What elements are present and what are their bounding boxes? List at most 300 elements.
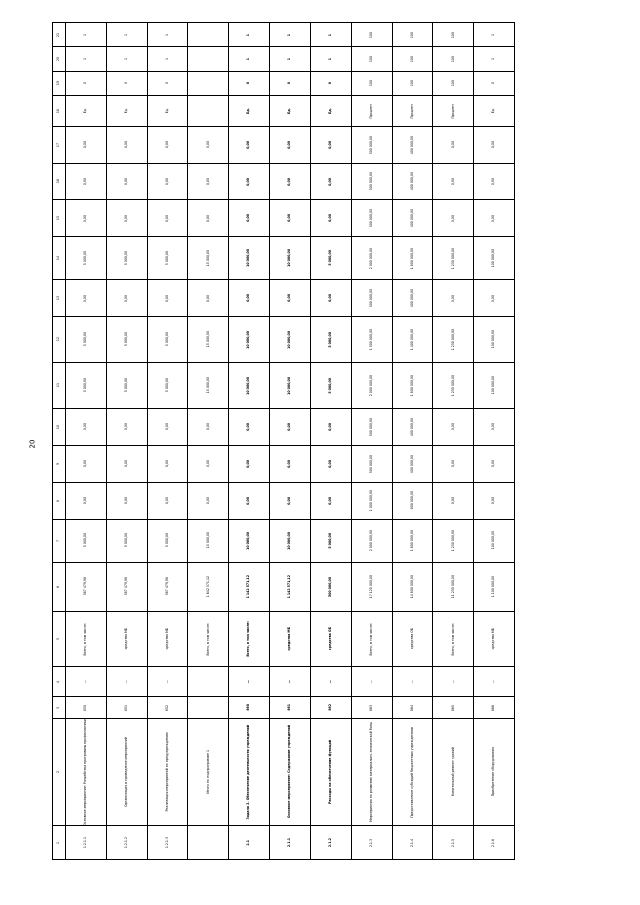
cell-text: 0	[124, 82, 129, 85]
cell-text: средства ОБ	[409, 628, 414, 650]
table-cell	[310, 237, 351, 280]
cell-text: —	[83, 680, 88, 684]
cell-text: 861	[287, 704, 292, 711]
table-cell	[106, 71, 147, 95]
cell-text: 0,00	[287, 177, 292, 186]
cell-text: Всего, в том числе:	[450, 622, 455, 656]
column-header	[53, 697, 66, 718]
table-cell	[270, 47, 311, 71]
table-cell	[351, 408, 392, 445]
table-cell	[351, 445, 392, 482]
table-cell	[188, 96, 229, 127]
table-cell	[392, 237, 433, 280]
table-column-5	[53, 611, 515, 667]
cell-text: 2.1.5	[450, 838, 455, 847]
table-cell	[66, 408, 107, 445]
table-column-19	[53, 71, 515, 95]
cell-text: 1	[491, 58, 496, 61]
table-cell	[66, 667, 107, 697]
table-cell	[106, 611, 147, 667]
cell-text: 0,00	[83, 460, 88, 468]
table-cell	[433, 23, 474, 47]
cell-text: 100	[368, 31, 373, 38]
cell-text: 0,00	[491, 214, 496, 222]
cell-text: средства ОБ	[328, 627, 333, 651]
table-cell	[229, 482, 270, 519]
cell-text: 0,00	[124, 423, 129, 431]
cell-text: 2.1	[246, 839, 251, 846]
cell-text: 0,00	[328, 140, 333, 149]
column-header-label: 16	[56, 179, 61, 184]
cell-text: 100	[409, 80, 414, 87]
table-cell	[270, 562, 311, 611]
table-cell	[392, 96, 433, 127]
cell-text: 0,00	[164, 141, 169, 149]
table-cell	[474, 317, 515, 363]
cell-text: 1	[164, 58, 169, 61]
table-cell	[229, 363, 270, 409]
cell-text: 1.2.1.3	[164, 837, 169, 849]
cell-text: 1 230 000,00	[450, 247, 455, 269]
table-cell	[310, 482, 351, 519]
column-header	[53, 826, 66, 860]
table-column-16	[53, 163, 515, 200]
table-cell	[433, 200, 474, 237]
table-cell	[188, 23, 229, 47]
cell-text: Ед.	[164, 108, 169, 114]
cell-text: 866	[491, 704, 496, 711]
cell-text: 0,00	[450, 294, 455, 302]
table-cell	[229, 611, 270, 667]
table-cell	[188, 826, 229, 860]
table-cell	[310, 47, 351, 71]
table-cell	[188, 611, 229, 667]
table-cell	[270, 200, 311, 237]
table-cell	[474, 408, 515, 445]
table-cell	[106, 126, 147, 163]
table-cell	[351, 200, 392, 237]
table-cell	[270, 667, 311, 697]
table-cell	[188, 408, 229, 445]
table-cell	[147, 23, 188, 47]
table-cell	[310, 23, 351, 47]
cell-text: 0,00	[246, 422, 251, 431]
cell-text: 5 000,00	[83, 533, 88, 548]
column-header	[53, 718, 66, 826]
cell-text: 500 000,00	[368, 172, 373, 191]
cell-text: 0,00	[328, 496, 333, 505]
cell-text: 5 000,00	[83, 251, 88, 266]
column-header	[53, 200, 66, 237]
table-cell	[147, 826, 188, 860]
column-header-label: 4	[56, 680, 61, 683]
table-cell	[66, 519, 107, 562]
table-cell	[106, 237, 147, 280]
table-cell	[310, 200, 351, 237]
table-cell	[147, 363, 188, 409]
cell-text: 0,00	[164, 177, 169, 186]
table-cell	[270, 445, 311, 482]
cell-text: 1	[83, 58, 88, 61]
cell-text: 10 000,00	[287, 330, 292, 349]
column-header-label: 17	[56, 142, 61, 147]
table-cell	[474, 280, 515, 317]
column-header	[53, 71, 66, 95]
cell-text: —	[246, 680, 251, 684]
cell-text: 0,00	[83, 423, 88, 431]
cell-text: 100	[450, 80, 455, 87]
cell-text: Предоставление субсидий бюджетным учреждениям	[409, 726, 414, 818]
cell-text: 15 000,00	[205, 250, 210, 267]
table-cell	[147, 611, 188, 667]
table-cell	[392, 317, 433, 363]
table-cell	[188, 718, 229, 826]
table-cell	[188, 126, 229, 163]
cell-text: 100	[450, 55, 455, 63]
table-cell	[392, 667, 433, 697]
table-column-11	[53, 363, 515, 409]
table-cell	[66, 47, 107, 71]
cell-text: 0	[83, 82, 88, 85]
table-cell	[147, 126, 188, 163]
cell-text: 10 000,00	[287, 249, 292, 268]
table-cell	[188, 519, 229, 562]
cell-text: 0,00	[287, 214, 292, 223]
cell-text: 0,00	[491, 497, 496, 505]
cell-text: 2.1.2	[328, 838, 333, 848]
cell-text: —	[328, 680, 333, 684]
cell-text: 2 000 000,00	[368, 529, 373, 552]
table-cell	[474, 96, 515, 127]
cell-text: 0,00	[328, 294, 333, 303]
table-column-17	[53, 126, 515, 163]
cell-text: 0	[328, 82, 333, 85]
column-header-label: 11	[56, 383, 61, 388]
cell-text: —	[450, 680, 455, 684]
cell-text: 500 000,00	[368, 209, 373, 228]
table-cell	[147, 237, 188, 280]
table-cell	[106, 408, 147, 445]
table-cell	[229, 96, 270, 127]
table-column-2	[53, 718, 515, 826]
cell-text: 10 000,00	[246, 249, 251, 268]
table-cell	[474, 163, 515, 200]
column-header	[53, 667, 66, 697]
table-cell	[270, 317, 311, 363]
table-cell	[106, 482, 147, 519]
table-cell	[229, 23, 270, 47]
column-header	[53, 280, 66, 317]
table-cell	[147, 667, 188, 697]
table-cell	[229, 71, 270, 95]
cell-text: 0,00	[491, 177, 496, 186]
column-header	[53, 96, 66, 127]
column-header	[53, 317, 66, 363]
table-cell	[351, 237, 392, 280]
column-header	[53, 237, 66, 280]
cell-text: 1	[246, 33, 251, 36]
table-cell	[147, 71, 188, 95]
table-cell	[270, 519, 311, 562]
table-cell	[310, 611, 351, 667]
table-cell	[433, 667, 474, 697]
table-column-21	[53, 23, 515, 47]
cell-text: Процент	[450, 103, 455, 119]
table-cell	[433, 718, 474, 826]
cell-text: 500 000,00	[368, 288, 373, 308]
table-cell	[392, 280, 433, 317]
column-header-label: 12	[56, 337, 61, 342]
table-cell	[270, 826, 311, 860]
cell-text: 1	[124, 58, 129, 61]
cell-text: 500 000,00	[368, 417, 373, 437]
cell-text: 1.2.1.2	[124, 837, 129, 849]
cell-text: Процент	[409, 103, 414, 119]
table-cell	[270, 96, 311, 127]
table-cell	[229, 697, 270, 718]
cell-text: 0,00	[164, 214, 169, 222]
table-cell	[351, 826, 392, 860]
table-cell	[310, 96, 351, 127]
table-cell	[270, 697, 311, 718]
table-cell	[351, 363, 392, 409]
table-cell	[270, 163, 311, 200]
table-cell	[392, 482, 433, 519]
table-cell	[474, 697, 515, 718]
cell-text: 17 120 000,00	[368, 574, 373, 599]
cell-text: 100 000,00	[491, 531, 496, 550]
cell-text: 0,00	[124, 141, 129, 149]
table-cell	[351, 697, 392, 718]
cell-text: 1	[287, 33, 292, 36]
cell-text: 1 100 000,00	[491, 575, 496, 598]
cell-text: 0,00	[246, 177, 251, 186]
table-cell	[147, 317, 188, 363]
cell-text: 0,00	[205, 177, 210, 186]
table-column-10	[53, 408, 515, 445]
column-header	[53, 445, 66, 482]
cell-text: 0,00	[124, 460, 129, 468]
table-cell	[310, 826, 351, 860]
column-header-label: 15	[56, 216, 61, 221]
table-cell	[229, 408, 270, 445]
cell-text: 1 800 000,00	[409, 247, 414, 269]
cell-text: 1	[83, 33, 88, 36]
cell-text: 5 000,00	[124, 251, 129, 266]
cell-text: 862	[328, 704, 333, 711]
cell-text: средства МБ	[287, 627, 292, 651]
table-cell	[392, 718, 433, 826]
table-cell	[66, 23, 107, 47]
table-cell	[392, 611, 433, 667]
table-cell	[106, 445, 147, 482]
cell-text: 1	[287, 57, 292, 61]
cell-text: 0,00	[124, 497, 129, 505]
column-header-label: 6	[56, 585, 61, 588]
table-cell	[188, 200, 229, 237]
cell-text: 851	[124, 704, 129, 711]
table-cell	[106, 23, 147, 47]
column-header-label: 18	[56, 108, 61, 113]
cell-text: 0,00	[83, 177, 88, 186]
table-cell	[147, 163, 188, 200]
table-cell	[229, 667, 270, 697]
cell-text: 0	[246, 82, 251, 85]
table-cell	[351, 482, 392, 519]
cell-text: 0,00	[205, 141, 210, 149]
table-cell	[188, 71, 229, 95]
table-cell	[310, 445, 351, 482]
cell-text: 14 800 000,00	[409, 574, 414, 599]
cell-text: Задача 2. Обеспечение деятельности учреждений	[246, 724, 251, 820]
table-cell	[188, 317, 229, 363]
column-header	[53, 562, 66, 611]
cell-text: —	[124, 680, 129, 684]
table-column-18	[53, 96, 515, 127]
column-header-label: 10	[56, 424, 61, 429]
cell-text: 400 000,00	[409, 135, 414, 154]
table-cell	[106, 697, 147, 718]
cell-text: 0,00	[287, 496, 292, 505]
table-cell	[147, 445, 188, 482]
cell-text: 5 000,00	[164, 251, 169, 266]
table-cell	[433, 408, 474, 445]
cell-text: Расходы на обеспечение функций	[328, 740, 333, 805]
cell-text: 0,00	[450, 460, 455, 468]
cell-text: 5 000,00	[124, 332, 129, 347]
column-header	[53, 482, 66, 519]
table-cell	[392, 363, 433, 409]
cell-text: 0,00	[328, 177, 333, 186]
cell-text: 1 400 000,00	[409, 328, 414, 351]
table-column-8	[53, 482, 515, 519]
cell-text: 2.1.6	[491, 838, 496, 847]
table-cell	[106, 562, 147, 611]
table-cell	[229, 280, 270, 317]
table-cell	[433, 317, 474, 363]
cell-text: 0,00	[164, 460, 169, 468]
column-header	[53, 519, 66, 562]
table-cell	[433, 126, 474, 163]
cell-text: 400 000,00	[409, 454, 414, 473]
cell-text: 1 230 000,00	[450, 328, 455, 351]
column-header	[53, 611, 66, 667]
table-cell	[66, 126, 107, 163]
table-cell	[147, 200, 188, 237]
cell-text: 1 230 000,00	[450, 374, 455, 397]
cell-text: средства МБ	[124, 628, 129, 650]
cell-text: 5 000,00	[164, 332, 169, 347]
cell-text: 5 000,00	[83, 378, 88, 393]
cell-text: 5 000,00	[328, 331, 333, 348]
cell-text: 1 500 000,00	[368, 328, 373, 351]
cell-text: 0	[287, 82, 292, 85]
cell-text: 1	[124, 33, 129, 36]
table-cell	[229, 317, 270, 363]
table-cell	[433, 71, 474, 95]
cell-text: 400 000,00	[409, 417, 414, 437]
table-column-14	[53, 237, 515, 280]
table-cell	[66, 163, 107, 200]
table-cell	[310, 71, 351, 95]
table-cell	[351, 280, 392, 317]
cell-text: 0,00	[124, 177, 129, 186]
column-header	[53, 408, 66, 445]
cell-text: 100 000,00	[491, 330, 496, 349]
table-cell	[229, 163, 270, 200]
table-cell	[474, 200, 515, 237]
table-cell	[392, 163, 433, 200]
cell-text: —	[164, 680, 169, 684]
cell-text: Ед.	[83, 108, 88, 114]
table-cell	[106, 280, 147, 317]
table-cell	[474, 445, 515, 482]
table-column-13	[53, 280, 515, 317]
table-cell	[310, 519, 351, 562]
table-cell	[106, 363, 147, 409]
table-cell	[392, 23, 433, 47]
table-cell	[66, 200, 107, 237]
table-cell	[270, 280, 311, 317]
cell-text: 852	[164, 704, 169, 711]
cell-text: 11 230 000,00	[450, 574, 455, 599]
table-cell	[433, 363, 474, 409]
table-cell	[66, 317, 107, 363]
cell-text: 0,00	[164, 497, 169, 505]
table-cell	[474, 237, 515, 280]
cell-text: 0,00	[246, 214, 251, 223]
cell-text: 5 000,00	[124, 378, 129, 393]
table-column-15	[53, 200, 515, 237]
cell-text: 400 000,00	[409, 209, 414, 228]
cell-text: 400 000,00	[409, 172, 414, 191]
table-cell	[147, 96, 188, 127]
cell-text: Основное мероприятие: Разработка программы профилактики	[83, 718, 88, 826]
cell-text: 0,00	[491, 141, 496, 149]
table-cell	[66, 482, 107, 519]
cell-text: 10 000,00	[246, 531, 251, 550]
cell-text: 587 479,98	[164, 577, 169, 596]
cell-text: 5 000,00	[164, 378, 169, 393]
cell-text: 0,00	[205, 294, 210, 302]
table-cell	[392, 445, 433, 482]
cell-text: 850	[83, 704, 88, 711]
table-cell	[433, 562, 474, 611]
column-header-label: 1	[56, 841, 61, 844]
cell-text: 15 000,00	[205, 331, 210, 348]
cell-text: 500 000,00	[328, 576, 333, 597]
cell-text: —	[491, 680, 496, 684]
table-cell	[474, 126, 515, 163]
table-cell	[106, 667, 147, 697]
table-cell	[66, 96, 107, 127]
table-cell	[392, 562, 433, 611]
cell-text: 0,00	[287, 140, 292, 149]
cell-text: Процент	[368, 103, 373, 119]
cell-text: Всего, в том числе:	[246, 621, 251, 657]
table-cell	[474, 71, 515, 95]
table-cell	[106, 718, 147, 826]
cell-text: 0,00	[287, 294, 292, 303]
table-cell	[147, 519, 188, 562]
table-cell	[310, 163, 351, 200]
table-cell	[392, 697, 433, 718]
table-cell	[229, 126, 270, 163]
cell-text: 1	[328, 33, 333, 36]
table-cell	[270, 718, 311, 826]
table-cell	[66, 237, 107, 280]
table-cell	[147, 482, 188, 519]
